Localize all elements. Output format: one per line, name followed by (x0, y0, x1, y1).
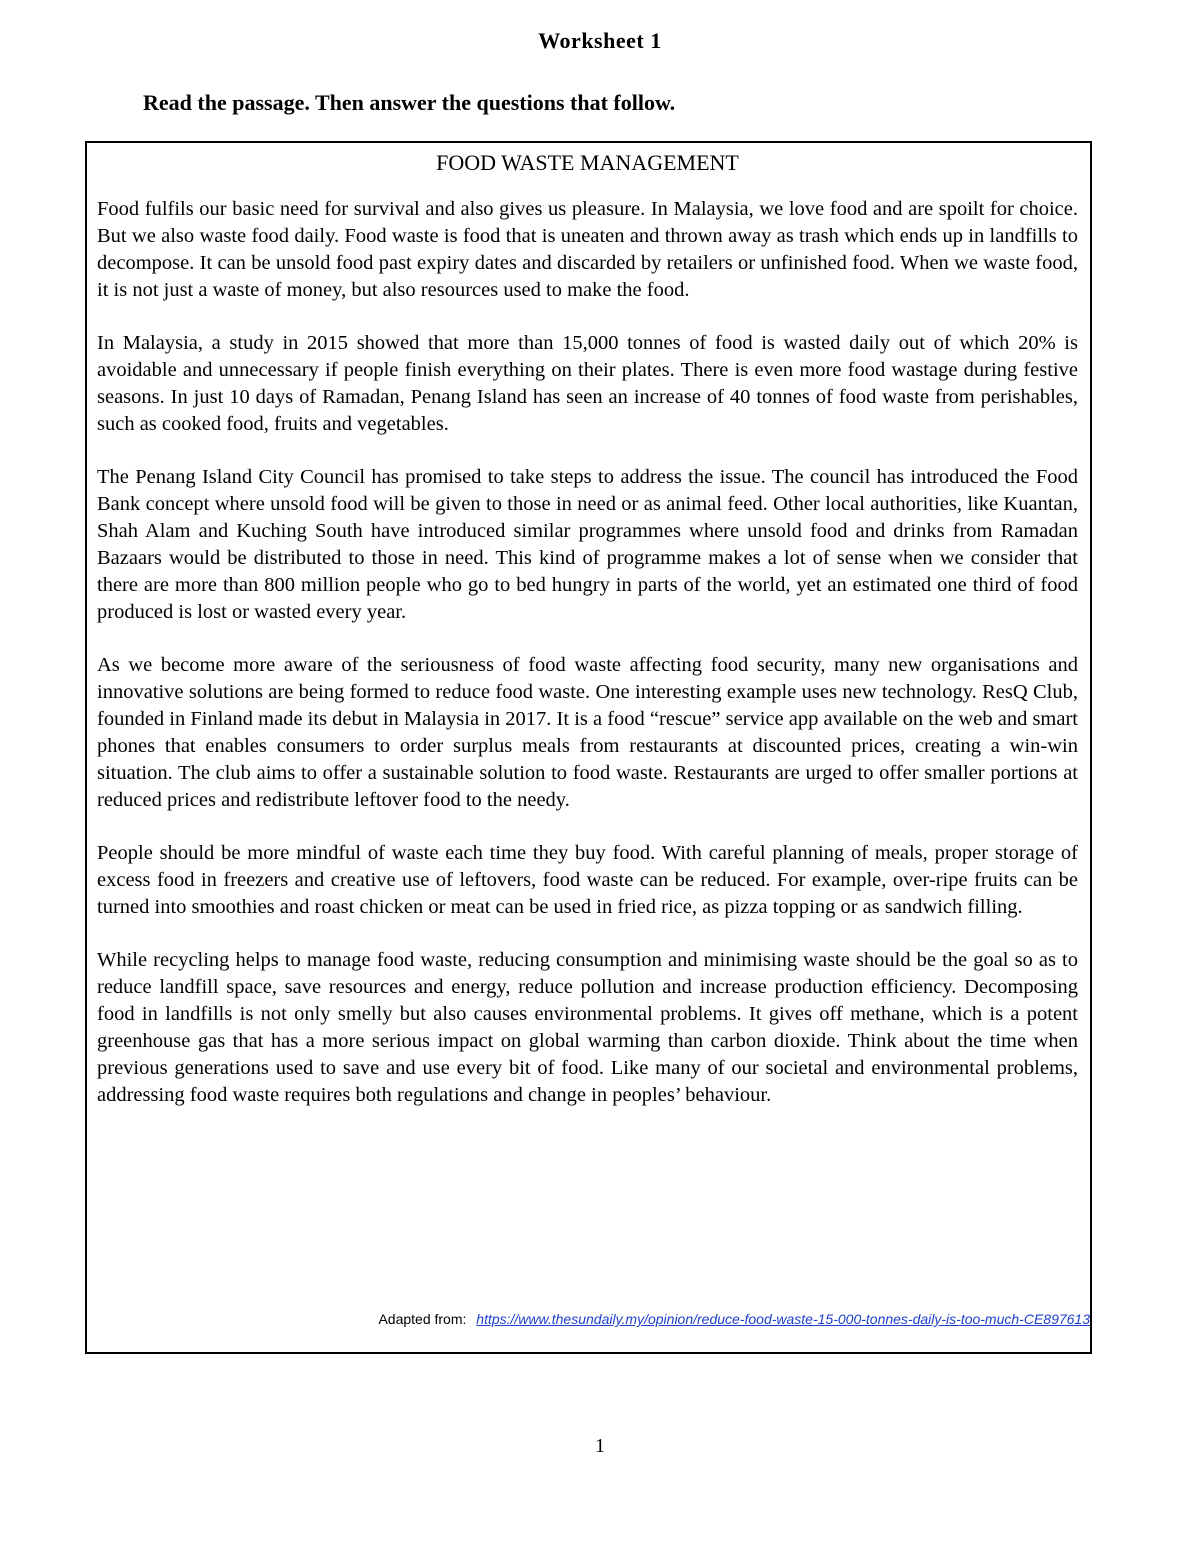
page-number: 1 (595, 1435, 605, 1457)
source-citation (378, 1311, 1090, 1327)
passage-title: FOOD WASTE MANAGEMENT (436, 150, 739, 175)
paragraph-3: The Penang Island City Council has promised to take steps to address the issue. The council has introduced the Food Bank concept where unsold food will be given to those in need or as animal feed. Other local authorities, like Kuantan, Shah Alam and Kuching South have introduced similar programmes where unsold food and drinks from Ramadan Bazaars would be distributed to those in need. This kind of programme makes a lot of sense when we consider that there are more than 800 million people who go to bed hungry in parts of the world, yet an estimated one third of food produced is lost or wasted every year. (97, 466, 1078, 623)
passage-box (85, 141, 1092, 1354)
paragraph-2: In Malaysia, a study in 2015 showed that more than 15,000 tonnes of food is wasted daily out of which 20% is avoidable and unnecessary if people finish everything on their plates. There is even more food wastage during festive seasons. In just 10 days of Ramadan, Penang Island has seen an increase of 40 tonnes of food waste from perishables, such as cooked food, fruits and vegetables. (97, 332, 1078, 435)
paragraph-4: As we become more aware of the seriousness of food waste affecting food security, many new organisations and innovative solutions are being formed to reduce food waste. One interesting example uses new technology. ResQ Club, founded in Finland made its debut in Malaysia in 2017. It is a food “rescue” service app available on the web and smart phones that enables consumers to order surplus meals from restaurants at discounted prices, creating a win-win situation. The club aims to offer a sustainable solution to food waste. Restaurants are urged to offer smaller portions at reduced prices and redistribute leftover food to the needy. (97, 654, 1078, 811)
worksheet-title: Worksheet 1 (538, 28, 662, 53)
paragraph-1: Food fulfils our basic need for survival and also gives us pleasure. In Malaysia, we love food and are spoilt for choice. But we also waste food daily. Food waste is food that is uneaten and thrown away as trash which ends up in landfills to decompose. It can be unsold food past expiry dates and discarded by retailers or unfinished food. When we waste food, it is not just a waste of money, but also resources used to make the food. (97, 198, 1078, 301)
paragraph-6: While recycling helps to manage food waste, reducing consumption and minimising waste should be the goal so as to reduce landfill space, save resources and energy, reduce pollution and increase production efficiency. Decomposing food in landfills is not only smelly but also causes environmental problems. It gives off methane, which is a potent greenhouse gas that has a more serious impact on global warming than carbon dioxide. Think about the time when previous generations used to save and use every bit of food. Like many of our societal and environmental problems, addressing food waste requires both regulations and change in peoples’ behaviour. (97, 949, 1078, 1106)
paragraph-5: People should be more mindful of waste each time they buy food. With careful planning of meals, proper storage of excess food in freezers and creative use of leftovers, food waste can be reduced. For example, over-ripe fruits can be turned into smoothies and roast chicken or meat can be used in fried rice, as pizza topping or as sandwich filling. (97, 842, 1078, 918)
source-label: Adapted from: (378, 1311, 467, 1327)
instructions: Read the passage. Then answer the questions that follow. (143, 90, 676, 115)
source-link[interactable]: https://www.thesundaily.my/opinion/reduce-food-waste-15-000-tonnes-daily-is-too-much-CE897613 (476, 1311, 1090, 1327)
